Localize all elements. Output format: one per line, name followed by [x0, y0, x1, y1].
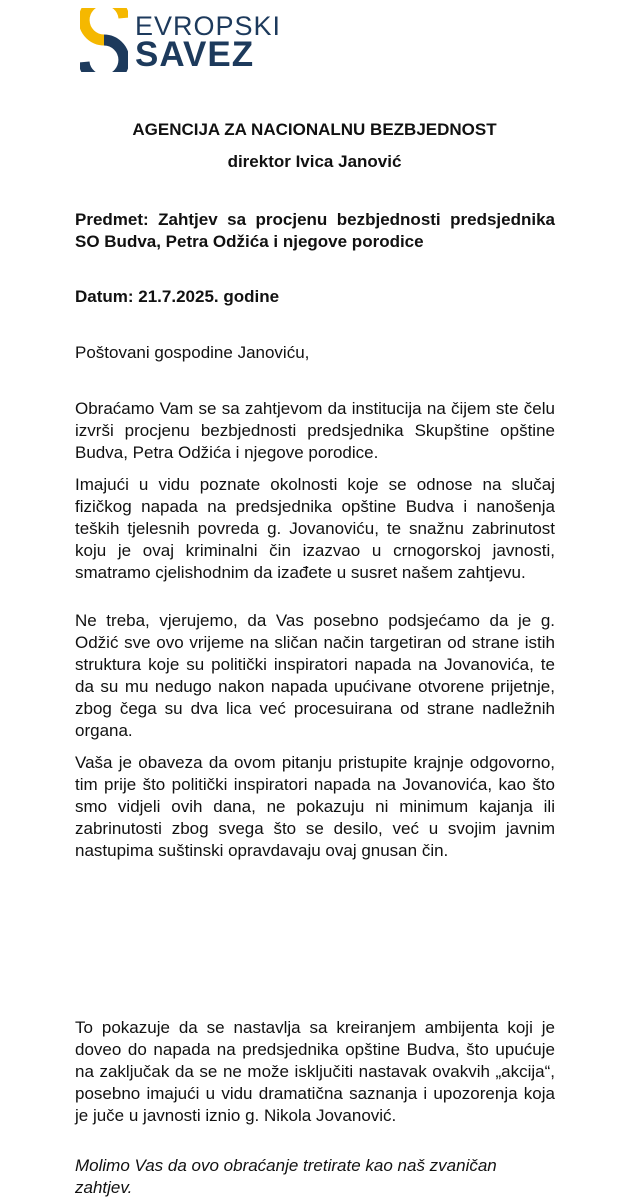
paragraph-1: Obraćamo Vam se sa zahtjevom da institucija na čijem ste čelu izvrši procjenu bezbjednosti predsjednika Skupštine opštine Budva, Petra Odžića i njegove porodice.: [75, 399, 555, 462]
paragraph-5: To pokazuje da se nastavlja sa kreiranjem ambijenta koji je doveo do napada na predsjednika opštine Budva, što upućuje na zaključak da se ne može isključiti nastavak ovakvih „akcija“, posebno imajući u vidu dramatična saznanja i upozorenja koja je juče u javnosti iznio g. Nikola Jovanović.: [75, 1018, 555, 1125]
date-line: Datum: 21.7.2025. godine: [75, 287, 280, 306]
paragraph-3: Ne treba, vjerujemo, da Vas posebno podsjećamo da je g. Odžić sve ovo vrijeme na sličan način targetiran od strane istih struktura koje su politički inspiratori napada na Jovanovića, te da su mu nedugo nakon napada upućivane otvorene prijetnje, zbog čega su dva lica već procesuirana od strane nadležnih organa.: [75, 611, 555, 740]
paragraph-4: Vaša je obaveza da ovom pitanju pristupite krajnje odgovorno, tim prije što politički inspiratori napada na Jovanovića, kao što smo vidjeli ovih dana, ne pokazuju ni minimum kajanja ili zabrinutosti zbog svega što se desilo, već u svojim javnim nastupima suštinski opravdavaju ovaj gnusan čin.: [75, 753, 555, 860]
subject-line: Predmet: Zahtjev sa procjenu bezbjednosti predsjednika SO Budva, Petra Odžića i njegove porodice: [75, 210, 555, 251]
greeting: Poštovani gospodine Janoviću,: [75, 343, 310, 362]
logo-text-evropski: EVROPSKI: [135, 11, 282, 41]
director-line: direktor Ivica Janović: [227, 152, 402, 171]
agency-title: AGENCIJA ZA NACIONALNU BEZBJEDNOST: [132, 120, 497, 139]
logo-text-savez: SAVEZ: [135, 35, 255, 74]
logo-s-icon: [80, 8, 128, 72]
logo: [80, 8, 282, 74]
closing-request: Molimo Vas da ovo obraćanje tretirate kao naš zvaničan zahtjev.: [75, 1156, 497, 1197]
paragraph-2: Imajući u vidu poznate okolnosti koje se odnose na slučaj fizičkog napada na predsjednika opštine Budva i nanošenja teških tjelesnih povreda g. Jovanoviću, te snažnu zabrinutost koju je ovaj kriminalni čin izazvao u crnogorskoj javnosti, smatramo cjelishodnim da izađete u susret našem zahtjevu.: [75, 475, 555, 582]
